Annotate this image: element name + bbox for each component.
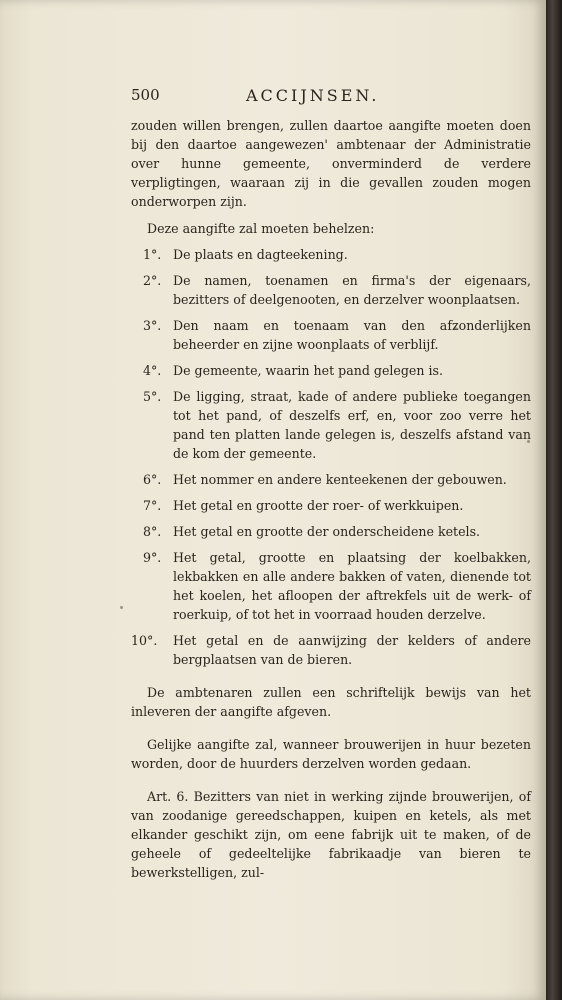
list-item-number: 3°.	[143, 318, 162, 333]
list-item-text: De plaats en dagteekening.	[173, 247, 348, 262]
list-item-text: Het getal en grootte der roer- of werkkuipen.	[173, 498, 464, 513]
list-item-number: 7°.	[143, 498, 162, 513]
list-item	[131, 387, 531, 463]
running-title: ACCIJNSEN.	[246, 86, 380, 105]
list-item-text: Den naam en toenaam van den afzonderlijken beheerder en zijne woonplaats of verblijf.	[173, 318, 531, 352]
list-item	[131, 522, 531, 541]
running-header	[131, 82, 531, 116]
paragraph-tenants: Gelijke aangifte zal, wanneer brouwerijen in huur bezeten worden, door de huurders derzelven worden gedaan.	[131, 737, 531, 771]
list-item-number: 8°.	[143, 524, 162, 539]
list-item	[131, 631, 531, 669]
list-item-number: 10°.	[131, 633, 158, 648]
list-item-text: Het getal en de aanwijzing der kelders of andere bergplaatsen van de bieren.	[173, 633, 531, 667]
list-item	[131, 470, 531, 489]
paragraph-receipt: De ambtenaren zullen een schriftelijk bewijs van het inleveren der aangifte afgeven.	[131, 685, 531, 719]
list-item-text: Het getal, grootte en plaatsing der koelbakken, lekbakken en alle andere bakken of vaten, dienende tot het koelen, het afloopen der aftrekfels uit de werk- of roerkuip, of tot het in voorraad houden derzelve.	[173, 550, 531, 622]
list-item-number: 1°.	[143, 247, 162, 262]
list-item	[131, 361, 531, 380]
list-item-number: 2°.	[143, 273, 162, 288]
list-item	[131, 548, 531, 624]
page-edge-shadow	[546, 0, 562, 1000]
list-item-number: 5°.	[143, 389, 162, 404]
list-item	[131, 271, 531, 309]
list-item-text: Het nommer en andere kenteekenen der gebouwen.	[173, 472, 507, 487]
list-item-text: Het getal en grootte der onderscheidene ketels.	[173, 524, 481, 539]
list-item-text: De namen, toenamen en firma's der eigenaars, bezitters of deelgenooten, en derzelver woonplaatsen.	[173, 273, 531, 307]
lead-paragraph: Deze aangifte zal moeten behelzen:	[147, 221, 375, 236]
list-item-number: 6°.	[143, 472, 162, 487]
intro-paragraph: zouden willen brengen, zullen daartoe aangifte moeten doen bij den daartoe aangewezen' ambtenaar der Administratie over hunne gemeente, onverminderd de verdere verpligtingen, waaraan zij in die gevallen zouden mogen onderworpen zijn.	[131, 118, 531, 209]
list-item	[131, 496, 531, 515]
paragraph-article-6: Art. 6. Bezitters van niet in werking zijnde brouwerijen, of van zoodanige gereedschappen, kuipen en ketels, als met elkander geschikt zijn, om eene fabrijk uit te maken, of de geheele of gedeeltelijke fabrikaadje van bieren te bewerkstelligen, zul-	[131, 789, 531, 880]
list-item-text: De gemeente, waarin het pand gelegen is.	[173, 363, 443, 378]
page-number: 500	[131, 86, 160, 104]
list-item	[131, 316, 531, 354]
page-text	[131, 82, 531, 882]
list-item-number: 4°.	[143, 363, 162, 378]
paper-spot	[120, 606, 123, 609]
list-item-number: 9°.	[143, 550, 162, 565]
list-item	[131, 245, 531, 264]
list-item-text: De ligging, straat, kade of andere publieke toegangen tot het pand, of deszelfs erf, en, voor zoo verre het pand ten platten lande gelegen is, deszelfs afstand van de kom der gemeente.	[173, 389, 531, 461]
enumerated-list	[131, 245, 531, 669]
